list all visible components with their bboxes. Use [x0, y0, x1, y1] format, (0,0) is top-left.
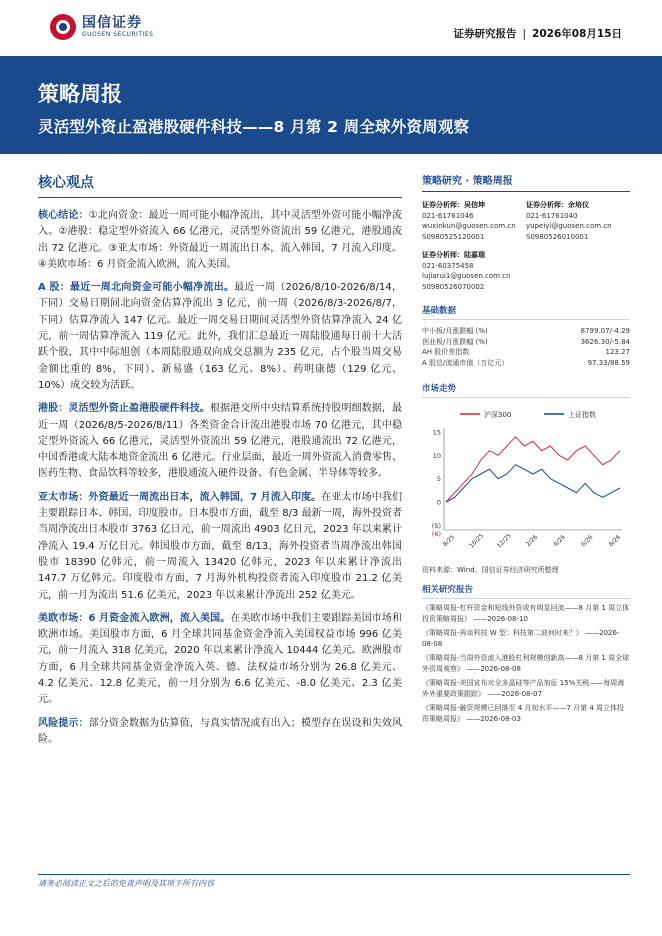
basic-data-key: A 股总/流通市值（万亿元）	[422, 358, 509, 367]
paragraph-body: 部分资金数据为估算值，与真实情况或有出入；模型存在误设和失效风险。	[38, 717, 403, 745]
paragraph-body: 在美欧市场中我们主要跟踪美国市场和欧洲市场。美国股市方面，6 月全球共同基金资金净流入美国权益市场 996 亿美元，前一月流入 318 亿美元，2020 年以来累计净流入 10444 亿美元。欧洲股市方面，6 月全球共同基金资金净流入英、德、法权益市场分别为 26.8 亿美元、4.2 亿美元、12.8 亿美元，前一月分别为 6.6 亿美元、-8.0 亿美元、2.3 亿美元。	[38, 612, 402, 706]
y-tick-label: 5	[436, 475, 441, 484]
paragraph-lead: A 股：最近一周北向资金可能小幅净流出。	[38, 282, 235, 294]
analyst-name: 陆嘉瑞	[464, 251, 485, 259]
report-meta	[454, 26, 623, 41]
core-paragraph	[38, 208, 402, 273]
analyst-email[interactable]: wuxinkun@guosen.com.cn	[422, 222, 516, 230]
paragraph-body: 根据港交所中央结算系统持股明细数据，最近一周（2026/8/5-2026/8/11）各类资金合计流出港股市场 70 亿港元，其中稳定型外资流入 66 亿港元，灵活型外资流出 59 亿港元，港股通流出 72 亿港元，中国香港或大陆本地资金流出 6 亿港元。行业层面，最近一周外资流入消费零售、医药生物、食品饮料等较多，港股通流入硬件设备、有色金属、半导体等较多。	[38, 403, 403, 480]
related-report-item[interactable]: 《策略周报-当周外资流入港股杠利规模创新高——8 月第 1 周全球外资周观察》 ——2026-08-08	[422, 654, 630, 673]
analyst-cert: S0980526010001	[526, 232, 589, 241]
core-paragraph	[38, 280, 402, 394]
analyst-phone: 021-61761040	[526, 211, 578, 220]
report-type: 证券研究报告	[453, 28, 517, 40]
basic-data-row	[422, 347, 630, 358]
paragraph-body: 在亚太市场中我们主要跟踪日本、韩国、印度股市。日本股市方面，截至 8/3 最新一周，海外投资者当周净流出日本股市 3763 亿日元，前一周流出 4903 亿日元，2023 年以来累计净流入 19.4 万亿日元。韩国股市方面，截至 8/13，海外投资者当周净流出韩国股市 18390 亿韩元，前一周流入 13420 亿韩元，2023 年以来累计净流出 147.7 万亿韩元。印度股市方面，7 月海外机构投资者流入印度股市 21.2 亿美元，前一月为流出 51.6 亿美元，2023 年以来累计净流出 252 亿美元。	[38, 491, 402, 601]
x-tick-label: 8/26	[607, 533, 623, 549]
chart-source: 资料来源：Wind、国信证券经济研究所整理	[422, 566, 559, 574]
report-title: 策略周报	[38, 82, 122, 106]
related-report-item[interactable]: 《策略周报-再谈科技 W 型：科技第二波何时来？》 ——2026-08-08	[422, 629, 620, 648]
basic-data-title: 基础数据	[422, 304, 630, 320]
basic-data-value: 97.33/88.59	[587, 358, 630, 367]
logo-icon	[50, 14, 76, 40]
analyst-name: 吴信坤	[464, 201, 485, 209]
legend-label: 沪深300	[484, 411, 512, 419]
analyst-list	[422, 200, 630, 300]
paragraph-lead: 亚太市场：外资最近一周流出日本，流入韩国，7 月流入印度。	[38, 491, 322, 503]
core-paragraph	[38, 490, 402, 604]
basic-data-table	[422, 326, 630, 368]
basic-data-row	[422, 358, 630, 369]
x-tick-label: 10/25	[468, 532, 486, 550]
basic-data-key: AH 股价差指数	[422, 348, 470, 356]
related-report-item[interactable]: 《策略周报-杠杆资金和短线外资或有明显回流——8 月第 1 周立体投资策略周报》 ——2026-08-10	[422, 604, 630, 623]
paragraph-lead: 风险提示：	[38, 717, 89, 729]
x-tick-label: 4/26	[552, 533, 567, 549]
x-tick-label: 12/25	[495, 532, 513, 550]
basic-data-value: 3626.30/-5.84	[580, 337, 630, 346]
sidebar	[422, 172, 630, 724]
logo-name-cn: 国信证券	[82, 15, 142, 31]
y-tick-label: 15	[432, 428, 441, 437]
y-tick-label: 0	[436, 498, 441, 507]
basic-data-row	[422, 337, 630, 348]
y-tick-label: (5)	[431, 521, 441, 530]
analyst-phone: 021-60375458	[422, 261, 474, 270]
basic-data-row	[422, 326, 630, 337]
legend-label: 上证指数	[568, 411, 596, 419]
report-date: 2026年08月15日	[532, 28, 622, 40]
analyst-card	[526, 200, 630, 242]
analyst-email[interactable]: yupeiyi@guosen.com.cn	[526, 222, 612, 230]
analyst-card	[422, 200, 526, 242]
paragraph-lead: 港股：灵活型外资止盈港股硬件科技。	[38, 403, 210, 415]
core-paragraph	[38, 401, 402, 482]
separator: |	[522, 28, 527, 40]
x-tick-label: 6/26	[580, 533, 595, 549]
market-trend-title: 市场走势	[422, 382, 630, 398]
report-subtitle: 灵活型外资止盈港股硬件科技——8 月第 2 周全球外资周观察	[38, 118, 470, 136]
related-reports-title: 相关研究报告	[422, 583, 630, 599]
series-line	[446, 465, 620, 502]
analyst-label: 证券分析师：	[422, 251, 464, 259]
page-header	[0, 0, 662, 52]
analyst-name: 余培仪	[568, 201, 589, 209]
analyst-cert: S0980525120001	[422, 232, 485, 241]
core-views-section	[38, 172, 402, 755]
x-tick-label: 2/26	[524, 533, 540, 549]
analyst-card	[422, 250, 526, 292]
paragraph-lead: 核心结论：	[38, 210, 89, 221]
analyst-label: 证券分析师：	[422, 201, 464, 209]
core-paragraph	[38, 611, 402, 709]
sidebar-title: 策略研究 · 策略周报	[422, 172, 630, 192]
y-tick-label: 10	[432, 451, 441, 460]
basic-data-value: 8799.07/-4.29	[580, 327, 630, 335]
core-views-title: 核心观点	[38, 172, 402, 198]
paragraph-body: 最近一周（2026/8/10-2026/8/14，下同）交易日期间北向资金估算净流出 3 亿元，前一周（2026/8/3-2026/8/7，下同）估算净流入 147 亿元。最近一周交易日期间灵活型外资估算净流入 24 亿元，前一周估算净流入 119 亿元。此外，我们汇总最近一周陆股通每日前十大活跃个股，其中中际旭创（本周陆股通双向成交总额为 235 亿元，占个股当周交易金额比重的 8%，下同）、新易盛（163 亿元、8%）、药明康德（129 亿元、10%）成交较为活跃。	[38, 282, 402, 391]
company-logo	[50, 14, 153, 40]
core-paragraph	[38, 716, 402, 749]
analyst-phone: 021-61761046	[422, 211, 474, 220]
chart-svg	[422, 402, 630, 562]
paragraph-body: ①北向资金：最近一周可能小幅净流出，其中灵活型外资可能小幅净流入。②港股：稳定型外资流入 66 亿港元，灵活型外资流出 59 亿港元，港股通流出 72 亿港元。③亚太市场：外资最近一周流出日本，流入韩国，7 月流入印度。④美欧市场：6 月资金流入欧洲，流入美国。	[38, 210, 402, 270]
analyst-label: 证券分析师：	[526, 201, 568, 209]
basic-data-value: 123.27	[605, 348, 630, 356]
market-trend-chart	[422, 402, 630, 562]
footer-disclaimer: 请务必阅读正文之后的免责声明及其项下所有内容	[38, 874, 630, 889]
y-tick-label: (6)	[431, 530, 441, 538]
x-tick-label: 8/25	[441, 533, 457, 549]
analyst-email[interactable]: lujiarui1@guosen.com.cn	[422, 272, 511, 280]
basic-data-key: 创业板/月涨跌幅 (%)	[422, 337, 488, 346]
logo-name-en: GUOSEN SECURITIES	[82, 31, 154, 38]
related-report-item[interactable]: 《策略周报-融资规模已回落至 4 月初水平——7 月第 4 周立体投资策略周报》 ——2026-08-03	[422, 704, 625, 723]
related-reports-list	[422, 603, 630, 724]
paragraph-lead: 美欧市场：6 月资金流入欧洲，流入美国。	[38, 612, 231, 624]
basic-data-key: 中小板/月涨跌幅 (%)	[422, 327, 488, 335]
related-report-item[interactable]: 《策略周报-美国宣布对全多晶硅等产品加征 15%关税——每周海外外重要政策跟踪》 ——2026-08-07	[422, 679, 625, 698]
analyst-cert: S0980526070002	[422, 282, 485, 291]
